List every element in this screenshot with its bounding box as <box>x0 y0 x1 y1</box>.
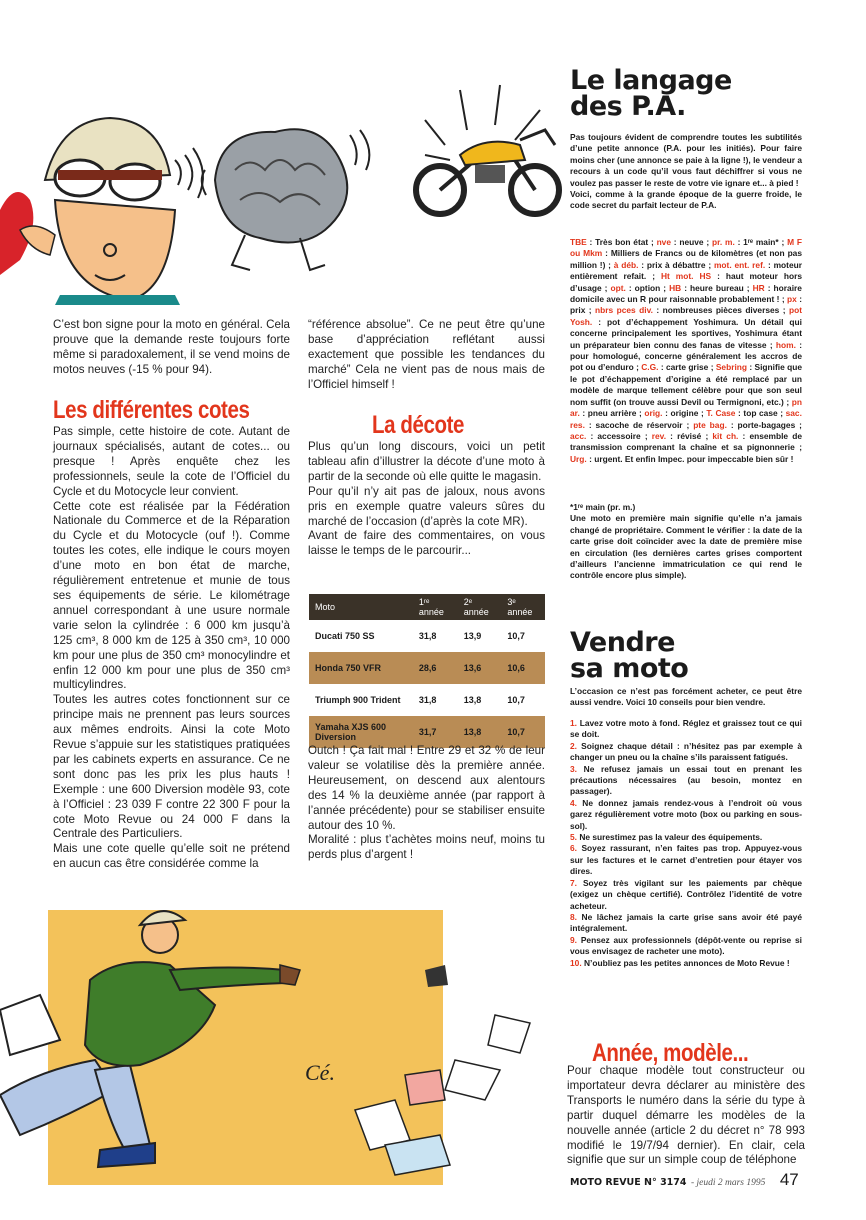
list-item <box>570 832 802 843</box>
list-item <box>570 798 802 832</box>
pa-code-definition: top case <box>743 408 778 419</box>
table-cell-year2: 13,8 <box>458 716 502 748</box>
pa-code-abbr: acc. <box>570 430 587 441</box>
pa-code-abbr: kit ch. <box>712 430 739 441</box>
brain-shape <box>215 129 347 242</box>
cotes-article-body <box>53 425 290 872</box>
pa-code-definition: prix <box>570 305 586 316</box>
premiere-main-note <box>570 502 802 582</box>
pa-code-abbr: px <box>787 294 797 305</box>
pa-code-definition: heure bureau <box>690 282 744 293</box>
table-cell-year3: 10,7 <box>501 620 545 652</box>
pa-code-definition: nombreuses pièces diverses <box>662 305 780 316</box>
premiere-main-text: Une moto en première main signifie qu’elle n’a jamais changé de propriétaire. Comment le vérifier : la date de la carte grise doit coïncider avec la date de première mise en circulation (les dernières cartes grises comportent d’ailleurs l’ancienne immatriculation ce qui rend le contrôle encore plus simple). <box>570 513 802 581</box>
decote-paragraph: Avant de faire des commentaires, on vous laisse le temps de le parcourir... <box>308 529 545 558</box>
column-intro-text <box>53 318 290 378</box>
pa-code-abbr: T. Case <box>706 408 736 419</box>
table-header-row <box>309 594 545 620</box>
cotes-paragraph: Cette cote est réalisée par la Fédération Nationale du Commerce et de la Réparation du Cycle et du Motocycle (ouf !). Comme toutes les cotes, elle indique le cours moyen d’une moto en bon état de marche, régulièrement entretenue et munie de tous ses équipements de série. Le kilométrage annuel correspondant à une usure normale varie selon la cylindrée : 6 000 km jusqu’à 125 cm³, 8 000 km de 125 à 350 cm³, 10 000 km pour une plus de 350 cm³ monocylindre et enfin 12 000 km pour une plus de 350 cm³ multicylindres. <box>53 499 290 692</box>
col2-intro-paragraph: “référence absolue”. Ce ne peut être qu’une base d’appréciation reflétant aussi exactement que possible les tendances du marché” Cela ne vient pas de nous mais de l’Officiel himself ! <box>308 318 545 391</box>
tip-number: 2. <box>570 740 577 751</box>
flying-paper <box>445 1060 500 1100</box>
list-item <box>570 912 802 935</box>
pa-code-abbr: HB <box>669 282 682 293</box>
list-item <box>570 878 802 912</box>
pa-code-abbr: TBE <box>570 237 587 247</box>
table-cell-year2: 13,8 <box>458 684 502 716</box>
list-item <box>570 843 802 877</box>
tip-text: Pensez aux professionnels (dépôt-vente ou reprise si vous envisagez de racheter une moto). <box>570 934 802 957</box>
langage-intro <box>570 132 802 212</box>
decote-paragraph: Plus qu’un long discours, voici un petit tableau afin d’illustrer la décote d’une moto à partir de la seconde où elle quitte le magasin. <box>308 440 545 483</box>
page-footer <box>570 1170 810 1188</box>
decote-article-body <box>308 440 545 559</box>
list-item <box>570 935 802 958</box>
pa-code-definition: Très bon état <box>595 237 649 247</box>
pa-code-abbr: opt. <box>610 282 626 293</box>
pa-code-definition: pour homologué, concerne généralement les accros de pot ou d’enduro <box>570 351 802 373</box>
magazine-issue: MOTO REVUE N° 3174 <box>570 1177 687 1188</box>
cotes-paragraph: Mais une cote quelle qu’elle soit ne prétend en aucun cas être considérée comme la <box>53 842 290 871</box>
tip-number: 6. <box>570 843 577 854</box>
flying-paper <box>405 1070 445 1105</box>
pa-code-definition: pot d’échappement Yoshimura. Un détail qui concerne principalement les sportives, Yoshimura étant un préparateur bien connu des fanas de vitesse <box>570 316 802 350</box>
table-cell-year1: 28,6 <box>413 652 458 684</box>
pa-code-abbr: nbrs pces div. <box>595 305 653 316</box>
vendre-intro <box>570 686 802 709</box>
pa-code-definition: Milliers de Francs ou de kilomètres (et non pas million !) <box>570 248 802 270</box>
table-cell-year3: 10,6 <box>501 652 545 684</box>
cotes-paragraph: Toutes les autres cotes fonctionnent sur ce principe mais ne prennent pas leurs sources aux mêmes endroits. Ainsi la cote Moto Revue s’appuie sur les statistiques pratiquées par les cabinets experts en assurance. Ce ne sont donc pas les prix les plus hauts ! Exemple : une 600 Diversion modèle 93, cote à l’Officiel : 23 039 F contre 22 300 F pour la cote Moto Revue ou 24 000 F dans la Centrale des Particuliers. <box>53 693 290 841</box>
table-header-cell: Moto <box>309 594 413 620</box>
pa-code-definition: origine <box>670 408 699 419</box>
pa-code-abbr: hom. <box>775 339 796 350</box>
tip-text: Soyez très vigilant sur les paiements par chèque (exigez un chèque certifié). Contrôlez l’identité de votre acheteur. <box>570 877 802 911</box>
pa-code-definition: horaire domicile avec un R pour raisonnable probablement ! <box>570 282 802 305</box>
pa-code-abbr: orig. <box>644 408 663 419</box>
heading-differentes-cotes: Les différentes cotes <box>53 396 250 424</box>
decote-table <box>309 594 545 748</box>
pa-code-abbr: rev. <box>651 430 667 441</box>
pa-code-definition: urgent. Et enfin Impec. pour impeccable bien sûr ! <box>594 453 794 464</box>
pa-code-definition: 1ʳᵉ main* <box>743 237 779 247</box>
tip-text: Ne surestimez pas la valeur des équipements. <box>579 832 763 843</box>
tip-text: Lavez votre moto à fond. Réglez et graissez tout ce qui se doit. <box>570 718 802 740</box>
pa-code-definition: carte grise <box>665 362 709 373</box>
table-cell-moto: Honda 750 VFR <box>309 652 413 684</box>
table-row <box>309 620 545 652</box>
pa-code-abbr: Ht mot. HS <box>661 271 712 282</box>
heading-la-decote: La décote <box>372 411 465 439</box>
annee-paragraph: Pour chaque modèle tout constructeur ou importateur devra déclarer au ministère des Transports le numéro dans la série du type à partir duquel démarre les modèles de la nouvelle année (article 2 du décret n° 78 993 modifié le 19/7/94 dernier). En clair, cela signifie que sur un simple coup de téléphone <box>567 1064 805 1167</box>
table-row <box>309 684 545 716</box>
table-cell-year1: 31,7 <box>413 716 458 748</box>
tip-text: Ne refusez jamais un essai tout en prenant les précautions nécessaires (au besoin, montez en passager). <box>570 763 802 797</box>
pa-code-abbr: nve <box>656 237 671 247</box>
list-item <box>570 958 802 969</box>
heading-langage-pa <box>570 65 830 122</box>
table-cell-moto: Triumph 900 Trident <box>309 684 413 716</box>
decote-paragraph: Pour qu’il n’y ait pas de jaloux, nous avons pris en exemple quatre valeurs sûres du marché de l’occasion (d’après la cote MR). <box>308 484 545 528</box>
pa-code-glossary <box>570 237 802 465</box>
pa-code-abbr: Urg. <box>570 453 587 464</box>
pa-code-definition: option <box>634 282 661 293</box>
outch-paragraph: Outch ! Ça fait mal ! Entre 29 et 32 % de leur valeur se volatilise dès la première année. Heureusement, on descend aux alentours des 14 % la deuxième année (par rapport à l’année précédente) pour se stabiliser ensuite autour des 10 %. <box>308 744 545 832</box>
issue-date: - jeudi 2 mars 1995 <box>690 1178 766 1188</box>
tip-text: N’oubliez pas les petites annonces de Moto Revue ! <box>583 957 790 968</box>
moralite-paragraph: Moralité : plus t’achètes moins neuf, moins tu perds plus d’argent ! <box>308 833 545 862</box>
list-item <box>570 764 802 798</box>
pa-code-definition: pneu arrière <box>587 408 637 419</box>
pa-code-abbr: pn ar. <box>570 396 802 419</box>
vendre-tips-list <box>570 718 802 969</box>
pa-code-abbr: C.G. <box>641 362 659 373</box>
table-cell-moto: Ducati 750 SS <box>309 620 413 652</box>
outch-article-body <box>308 744 545 863</box>
pa-code-definition: moteur entièrement refait. <box>570 259 802 282</box>
pa-code-definition: ensemble de transmission comprenant la chaîne et sa pignonnerie <box>570 430 802 453</box>
pa-code-abbr: pot Yosh. <box>570 305 802 327</box>
tip-text: Soignez chaque détail : n’hésitez pas par exemple à changer un pneu ou la chaîne s’ils paraissent fatigués. <box>570 740 803 763</box>
table-cell-year1: 31,8 <box>413 684 458 716</box>
col1-intro-paragraph: C’est bon signe pour la moto en général. Cela prouve que la demande reste toujours forte même si paradoxalement, il se vend moins de motos neuves (-15 % pour 94). <box>53 318 290 376</box>
flying-paper <box>488 1015 530 1053</box>
tip-number: 10. <box>570 957 582 968</box>
premiere-main-title: *1ʳᵉ main (pr. m.) <box>570 502 636 512</box>
tip-number: 9. <box>570 934 577 945</box>
pa-code-abbr: sac. res. <box>570 408 802 430</box>
heading-line: des P.A. <box>570 91 686 122</box>
pa-code-definition: Signifie que le pot d’échappement d’origine a été remplacé par un modèle de marque tellement célèbre pour que son seul nom suffit (on trouve aussi Devil ou Termignoni, etc.) <box>570 362 802 407</box>
tip-number: 8. <box>570 911 577 922</box>
pa-code-definition: sacoche de réservoir <box>595 419 683 430</box>
pa-code-list: TBE : Très bon état ; nve : neuve ; pr. m. : 1ʳᵉ main* ; M F ou Mkm : Milliers de Francs ou de kilomètres (et non pas million !) ; à déb. : prix à débattre ; mot. ent. ref. : moteur entièrement refait. ; Ht mot. HS : haut moteur hors d’usage ; opt. : option ; HB : heure bureau ; HR : horaire domicile avec un R pour raisonnable probablement ! ; px : prix ; nbrs pces div. : nombreuses pièces diverses ; pot Yosh. : pot d’échappement Yoshimura. Un détail qui concerne principalement les sportives, Yoshimura étant un préparateur bien connu des fanas de vitesse ; hom. : pour homologué, concerne généralement les accros de pot ou d’enduro ; C.G. : carte grise ; Sebring : Signifie que le pot d’échappement d’origine a été remplacé par un modèle de marque tellement célèbre pour que son seul nom suffit (on trouve aussi Devil ou Termignoni, etc.) ; pn ar. : pneu arrière ; orig. : origine ; T. Case : top case ; sac. res. : sacoche de réservoir ; pte bag. : porte-bagages ; acc. : accessoire ; rev. : révisé ; kit ch. : ensemble de transmission comprenant la chaîne et sa pignonnerie ; Urg. : urgent. Et enfin Impec. pour impeccable bien sûr ! <box>570 237 803 464</box>
tip-number: 7. <box>570 877 577 888</box>
heading-annee-modele: Année, modèle... <box>592 1039 749 1067</box>
table-cell-year1: 31,8 <box>413 620 458 652</box>
heading-line: sa moto <box>570 653 689 684</box>
table-cell-moto: Yamaha XJS 600 Diversion <box>309 716 413 748</box>
pa-code-abbr: HR <box>752 282 765 293</box>
annee-article-body <box>567 1064 805 1168</box>
tip-number: 1. <box>570 718 577 728</box>
tip-number: 5. <box>570 832 577 843</box>
cartoon-man-throwing-papers-illustration <box>0 895 545 1185</box>
pa-code-abbr: pr. m. <box>711 237 735 247</box>
pa-code-abbr: à déb. <box>613 259 639 270</box>
pa-code-abbr: Sebring <box>715 362 748 373</box>
table-row <box>309 652 545 684</box>
table-cell-year2: 13,6 <box>458 652 502 684</box>
table-cell-year2: 13,9 <box>458 620 502 652</box>
cotes-paragraph: Pas simple, cette histoire de cote. Autant de journaux spécialisés, autant de cotes... ou presque ! Après enquête chez les professionnels, seule la cote de l’Officiel du Cycle et du Motocycle leur convient. <box>53 425 290 498</box>
pa-code-abbr: pte bag. <box>693 419 727 430</box>
page-number: 47 <box>779 1170 799 1189</box>
tip-text: Ne lâchez jamais la carte grise sans avoir été payé intégralement. <box>570 911 802 934</box>
vendre-intro-paragraph: L’occasion ce n’est pas forcément acheter, ce peut être aussi vendre. Voici 10 conseils pour bien vendre. <box>570 686 802 708</box>
illustrator-signature: Cé. <box>305 1060 335 1085</box>
langage-intro-paragraph: Voici, comme à la grande époque de la guerre froide, le code secret du parfait lecteur de P.A. <box>570 189 802 211</box>
tip-number: 3. <box>570 763 577 774</box>
table-header-cell: 1ʳᵉ année <box>413 594 458 620</box>
table-header-cell: 3ᵉ année <box>501 594 545 620</box>
cartoon-motorbike-illustration <box>405 60 575 230</box>
pa-code-abbr: mot. ent. ref. <box>713 259 766 270</box>
heading-line: Vendre <box>570 627 675 658</box>
list-item <box>570 741 802 764</box>
pa-code-definition: haut moteur hors d’usage <box>570 271 802 293</box>
table-cell-year3: 10,7 <box>501 684 545 716</box>
tip-number: 4. <box>570 797 577 808</box>
pa-code-abbr: M F ou Mkm <box>570 237 802 259</box>
heading-line: Le langage <box>570 65 732 96</box>
heading-vendre-sa-moto <box>570 627 830 684</box>
column-reference-text <box>308 318 545 393</box>
cartoon-rider-brain-illustration <box>0 60 420 305</box>
list-item <box>570 718 802 741</box>
pa-code-definition: accessoire <box>597 430 641 441</box>
tip-text: Soyez rassurant, n’en faites pas trop. Appuyez-vous sur les factures et le carnet d’entretien pour étayer vos dires. <box>570 843 803 877</box>
table-cell-year3: 10,7 <box>501 716 545 748</box>
pa-code-definition: neuve <box>679 237 704 247</box>
pa-code-definition: porte-bagages <box>737 419 796 430</box>
langage-intro-paragraph: Pas toujours évident de comprendre toutes les subtilités d’une petite annonce (P.A. pour les initiés). Pour faire moins cher (une annonce se paie à la ligne !), le vendeur a recours à un code qu’il vous faut déchiffrer si vous ne voulez pas passer le reste de votre vie ignare et... à pied ! <box>570 132 802 188</box>
pa-code-definition: prix à débattre <box>646 259 706 270</box>
pa-code-definition: révisé <box>677 430 702 441</box>
table-header-cell: 2ᵉ année <box>458 594 502 620</box>
tip-text: Ne donnez jamais rendez-vous à l’endroit où vous garez régulièrement votre moto (box ou parking en sous-sol). <box>570 797 802 831</box>
